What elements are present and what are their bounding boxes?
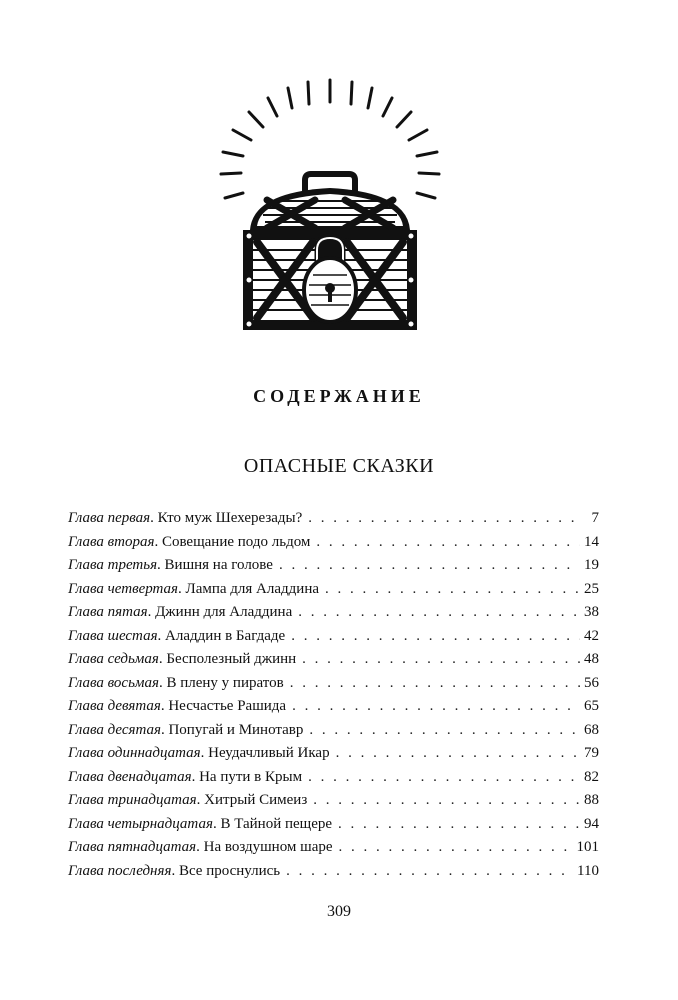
section-title: ОПАСНЫЕ СКАЗКИ [243, 455, 435, 477]
toc-page-number: 68 [584, 721, 599, 738]
toc-page-number: 65 [584, 698, 599, 714]
toc-entry: Глава одиннадцатая . Неудачливый Икар . . . 79 [68, 742, 599, 766]
toc-leader-dots [286, 860, 573, 884]
toc-entry: Глава шестая . Аладдин в Багдаде . . . 42 [68, 625, 599, 649]
toc-leader-dots [279, 554, 580, 578]
toc-entry: Глава тринадцатая . Хитрый Симеиз . . . 88 [68, 789, 599, 813]
toc-page-number: 7 [591, 510, 599, 526]
toc-chapter-label: Глава шестая [68, 627, 158, 644]
toc-title: Несчастье Рашида [168, 698, 287, 714]
toc-entry: Глава двенадцатая . На пути в Крым . . . 82 [68, 766, 599, 790]
toc-chapter-label: Глава третья [68, 557, 158, 573]
toc-entry: Глава первая . Кто муж Шехерезады? . . . 7 [68, 507, 599, 531]
toc-chapter-label: Глава двенадцатая [68, 768, 192, 785]
toc-chapter-label: Глава последняя [68, 862, 172, 879]
toc-title: Джинн для Аладдина [155, 604, 293, 620]
toc-chapter-label: Глава одиннадцатая [68, 745, 201, 761]
toc-chapter-label: Глава пятнадцатая [68, 839, 197, 855]
toc-leader-dots [291, 625, 580, 649]
toc-chapter-label: Глава первая [68, 510, 151, 526]
toc-chapter-label: Глава тринадцатая [68, 792, 197, 808]
toc-title: На пути в Крым [199, 768, 303, 785]
toc-chapter-label: Глава четвертая [68, 580, 179, 597]
toc-page-number: 82 [584, 768, 599, 785]
toc-entry: Глава десятая . Попугай и Минотавр . . . 68 [68, 719, 599, 743]
toc-page-number: 56 [584, 674, 599, 691]
toc-title: Бесполезный джинн [166, 651, 297, 667]
table-of-contents [68, 507, 599, 883]
toc-title: Совещание подо льдом [161, 533, 311, 550]
toc-chapter-label: Глава седьмая [68, 651, 159, 667]
toc-title: Вишня на голове [164, 557, 273, 573]
toc-entry: Глава третья . Вишня на голове . . . 19 [68, 554, 599, 578]
toc-chapter-label: Глава вторая [68, 533, 155, 550]
toc-entry: Глава четырнадцатая . В Тайной пещере . . . 94 [68, 813, 599, 837]
toc-leader-dots [308, 507, 581, 531]
toc-title: Все проснулись [178, 862, 281, 879]
toc-chapter-label: Глава девятая [68, 698, 161, 714]
toc-page-number: 101 [576, 839, 599, 855]
contents-heading: СОДЕРЖАНИЕ [253, 386, 425, 406]
toc-title: Аладдин в Багдаде [165, 627, 286, 644]
toc-entry: Глава девятая . Несчастье Рашида . . . 65 [68, 695, 599, 719]
toc-leader-dots [313, 789, 580, 813]
toc-chapter-label: Глава десятая [68, 721, 161, 738]
toc-leader-dots [302, 648, 580, 672]
toc-entry: Глава пятая . Джинн для Аладдина . . . 38 [68, 601, 599, 625]
toc-title: Неудачливый Икар [208, 745, 330, 761]
toc-leader-dots [292, 695, 580, 719]
toc-leader-dots [325, 578, 580, 602]
toc-leader-dots [339, 836, 573, 860]
toc-title: В Тайной пещере [220, 815, 333, 832]
toc-page-number: 14 [584, 533, 599, 550]
page-number: 309 [327, 903, 351, 920]
toc-entry: Глава последняя . Все проснулись . . . 110 [68, 860, 599, 884]
toc-page-number: 110 [577, 862, 599, 879]
toc-leader-dots [338, 813, 580, 837]
toc-leader-dots [309, 719, 580, 743]
toc-entry: Глава пятнадцатая . На воздушном шаре . . . 101 [68, 836, 599, 860]
toc-leader-dots [316, 531, 580, 555]
toc-page-number: 19 [584, 557, 599, 573]
toc-entry: Глава четвертая . Лампа для Аладдина . . . 25 [68, 578, 599, 602]
toc-entry: Глава вторая . Совещание подо льдом . . . 14 [68, 531, 599, 555]
toc-title: В плену у пиратов [166, 674, 284, 691]
toc-chapter-label: Глава четырнадцатая [68, 815, 213, 832]
toc-leader-dots [308, 766, 580, 790]
toc-page-number: 79 [584, 745, 599, 761]
toc-title: На воздушном шаре [203, 839, 333, 855]
toc-page-number: 48 [584, 651, 599, 667]
toc-leader-dots [290, 672, 580, 696]
toc-title: Лампа для Аладдина [185, 580, 320, 597]
toc-page-number: 38 [584, 604, 599, 620]
toc-entry: Глава восьмая . В плену у пиратов . . . 56 [68, 672, 599, 696]
toc-page-number: 42 [584, 627, 599, 644]
treasure-chest-with-padlock-icon [205, 70, 455, 340]
toc-title: Попугай и Минотавр [168, 721, 304, 738]
toc-entry: Глава седьмая . Бесполезный джинн . . . 48 [68, 648, 599, 672]
toc-leader-dots [336, 742, 580, 766]
toc-page-number: 88 [584, 792, 599, 808]
toc-page-number: 94 [584, 815, 599, 832]
toc-chapter-label: Глава восьмая [68, 674, 159, 691]
toc-chapter-label: Глава пятая [68, 604, 148, 620]
toc-leader-dots [298, 601, 580, 625]
toc-page-number: 25 [584, 580, 599, 597]
toc-title: Кто муж Шехерезады? [157, 510, 303, 526]
toc-title: Хитрый Симеиз [204, 792, 308, 808]
